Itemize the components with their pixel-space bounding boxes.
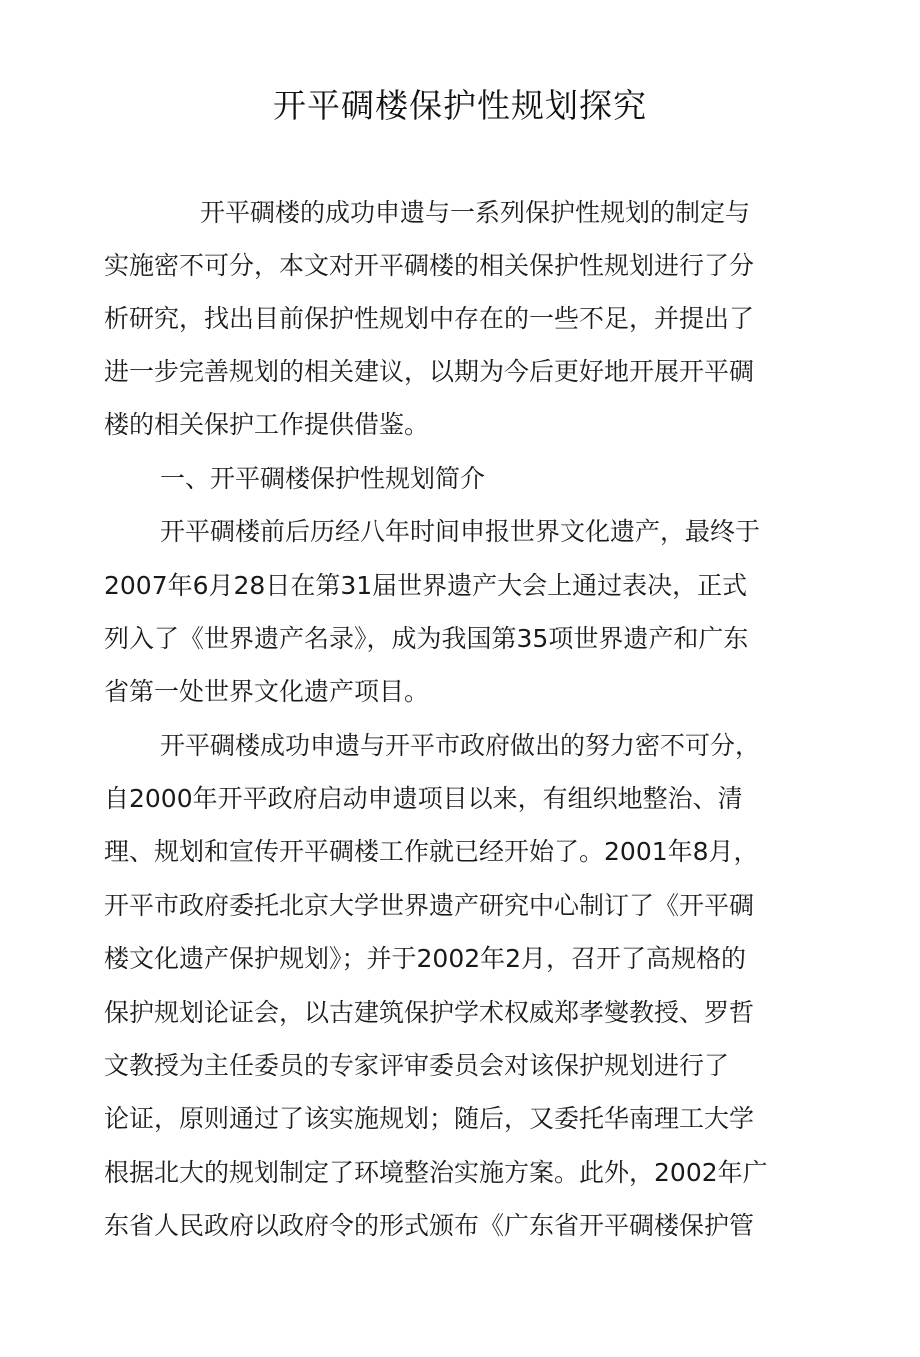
document-title: 开平碉楼保护性规划探究: [273, 86, 647, 125]
abstract-line: 楼的相关保护工作提供借鉴。: [104, 410, 430, 439]
abstract-line: 进一步完善规划的相关建议，以期为今后更好地开展开平碉: [104, 357, 755, 386]
paragraph-line: 开平市政府委托北京大学世界遗产研究中心制订了《开平碉: [104, 891, 755, 920]
paragraph-line: 文教授为主任委员的专家评审委员会对该保护规划进行了: [104, 1051, 730, 1080]
paragraph-line: 东省人民政府以政府令的形式颁布《广东省开平碉楼保护管: [104, 1211, 755, 1240]
paragraph-line: 开平碉楼成功申遗与开平市政府做出的努力密不可分，: [160, 731, 761, 760]
paragraph-line: 理、规划和宣传开平碉楼工作就已经开始了。2001年8月，: [104, 837, 759, 866]
section-heading: 一、开平碉楼保护性规划简介: [160, 464, 486, 493]
abstract-line: 析研究，找出目前保护性规划中存在的一些不足，并提出了: [104, 304, 755, 333]
paragraph-line: 省第一处世界文化遗产项目。: [104, 677, 430, 706]
paragraph-line: 列入了《世界遗产名录》，成为我国第35项世界遗产和广东: [104, 624, 749, 653]
abstract-line: 开平碉楼的成功申遗与一系列保护性规划的制定与: [200, 198, 751, 227]
paragraph-line: 2007年6月28日在第31届世界遗产大会上通过表决，正式: [104, 571, 748, 600]
abstract-line: 实施密不可分，本文对开平碉楼的相关保护性规划进行了分: [104, 251, 755, 280]
paragraph-line: 根据北大的规划制定了环境整治实施方案。此外，2002年广: [104, 1158, 768, 1187]
paragraph-line: 开平碉楼前后历经八年时间申报世界文化遗产，最终于: [160, 517, 761, 546]
paragraph-line: 论证，原则通过了该实施规划；随后，又委托华南理工大学: [104, 1104, 755, 1133]
paragraph-line: 楼文化遗产保护规划》；并于2002年2月，召开了高规格的: [104, 944, 747, 973]
paragraph-line: 自2000年开平政府启动申遗项目以来，有组织地整治、清: [104, 784, 743, 813]
paragraph-line: 保护规划论证会，以古建筑保护学术权威郑孝燮教授、罗哲: [104, 998, 755, 1027]
